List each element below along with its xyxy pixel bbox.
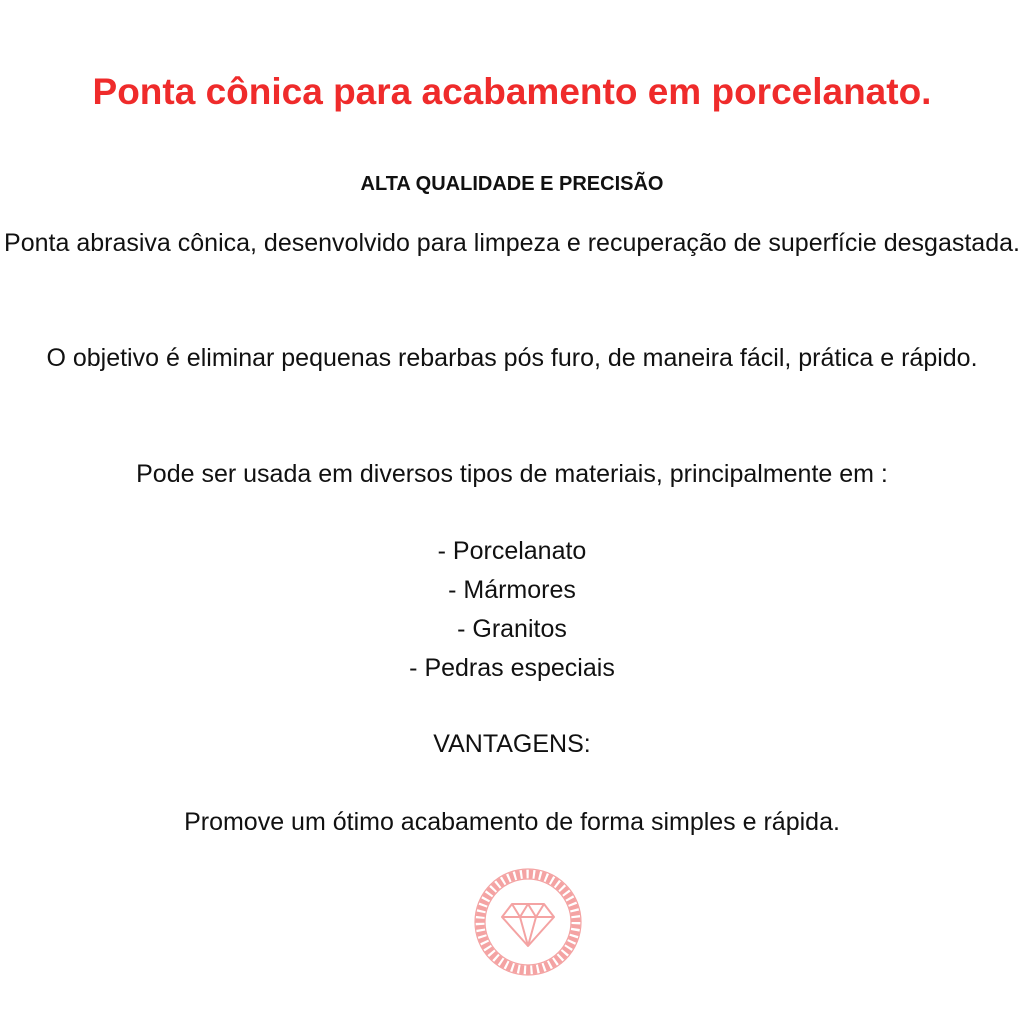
- list-item: - Mármores: [448, 576, 576, 604]
- diamond-icon: [472, 866, 584, 978]
- list-item: - Granitos: [457, 615, 567, 643]
- materials-intro-paragraph: Pode ser usada em diversos tipos de materiais, principalmente em :: [136, 460, 888, 488]
- diamond-logo: [472, 866, 584, 978]
- list-item: - Porcelanato: [437, 537, 587, 565]
- description-paragraph: Ponta abrasiva cônica, desenvolvido para limpeza e recuperação de superfície desgastada.: [4, 229, 1020, 257]
- advantages-heading: VANTAGENS:: [433, 730, 591, 758]
- materials-list: [0, 532, 1024, 688]
- objective-paragraph: O objetivo é eliminar pequenas rebarbas pós furo, de maneira fácil, prática e rápido.: [46, 344, 978, 372]
- section-subtitle: ALTA QUALIDADE E PRECISÃO: [360, 173, 664, 195]
- advantages-text: Promove um ótimo acabamento de forma simples e rápida.: [184, 808, 840, 836]
- list-item: - Pedras especiais: [409, 654, 615, 682]
- page-title: Ponta cônica para acabamento em porcelanato.: [92, 71, 932, 112]
